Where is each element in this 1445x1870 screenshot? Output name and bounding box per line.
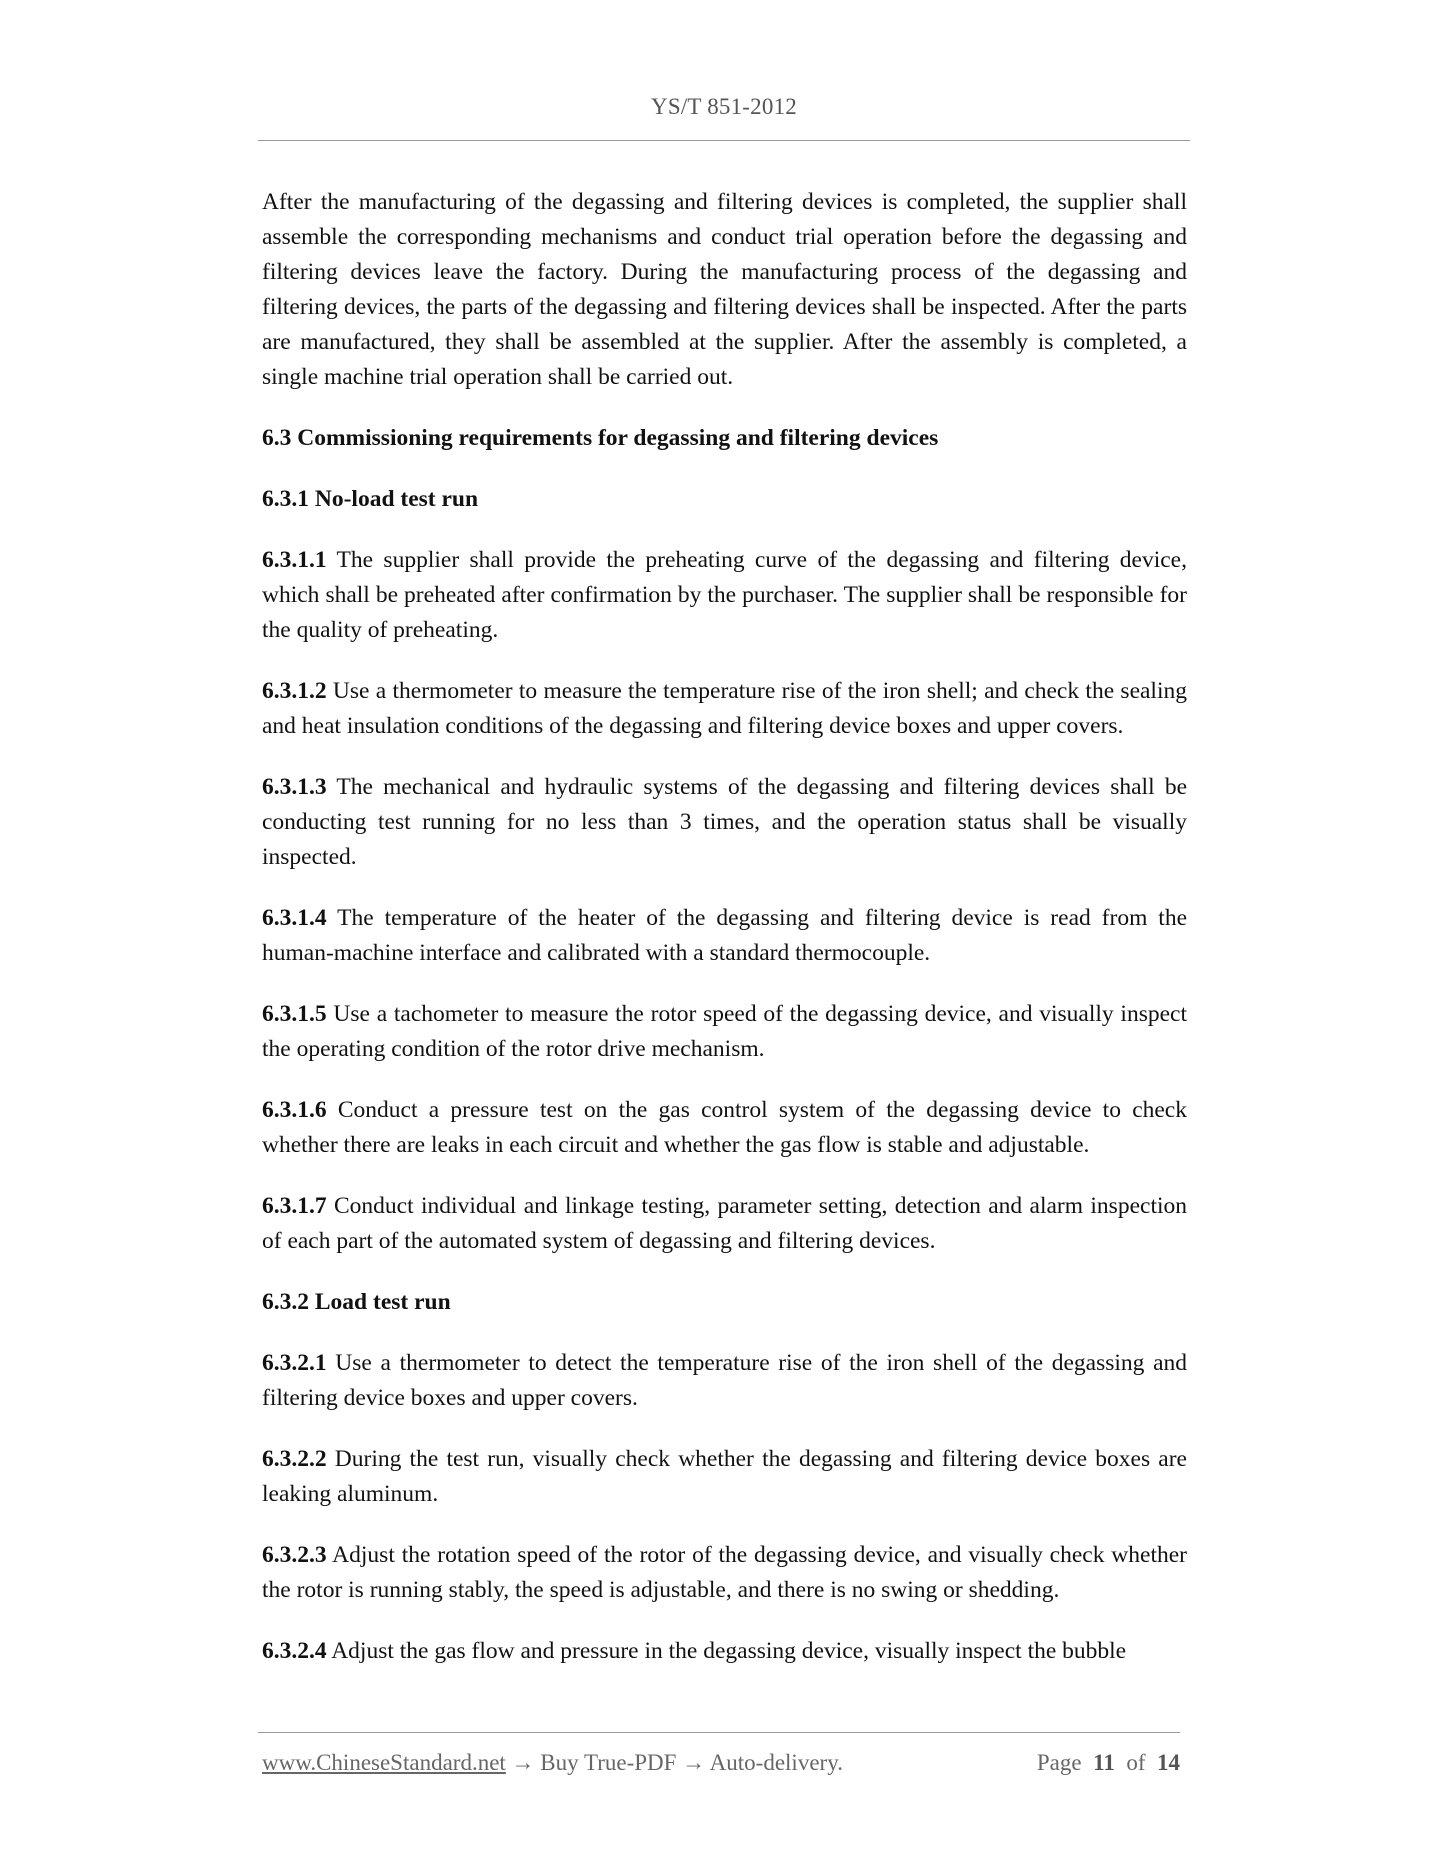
clause-text: Use a tachometer to measure the rotor speed of the degassing device, and visually inspect the operating condition of the rotor drive mechanism. <box>262 1001 1187 1062</box>
section-heading-6-3: 6.3 Commissioning requirements for degassing and filtering devices <box>262 425 939 451</box>
of-label: of <box>1126 1750 1146 1775</box>
clause-text: Conduct individual and linkage testing, parameter setting, detection and alarm inspection of each part of the automated system of degassing and filtering devices. <box>262 1193 1187 1254</box>
document-code-header: YS/T 851-2012 <box>651 94 797 119</box>
clause-number: 6.3.2.2 <box>262 1446 327 1472</box>
clause-text: Use a thermometer to measure the temperature rise of the iron shell; and check the sealing and heat insulation conditions of the degassing and filtering device boxes and upper covers. <box>262 678 1187 739</box>
clause-6-3-2-1 <box>262 1346 1187 1416</box>
arrow-icon: → <box>505 1750 541 1775</box>
clause-text: Adjust the rotation speed of the rotor of the degassing device, and visually check whether the rotor is running stably, the speed is adjustable, and there is no swing or shedding. <box>262 1542 1187 1603</box>
clause-text: Adjust the gas flow and pressure in the degassing device, visually inspect the bubble <box>326 1638 1127 1664</box>
clause-number: 6.3.1.3 <box>262 774 327 800</box>
clause-6-3-1-2 <box>262 674 1187 744</box>
clause-number: 6.3.2.3 <box>262 1542 327 1568</box>
clause-6-3-1-1 <box>262 543 1187 648</box>
clause-text: Conduct a pressure test on the gas control system of the degassing device to check whether there are leaks in each circuit and whether the gas flow is stable and adjustable. <box>262 1097 1187 1158</box>
clause-6-3-1-6 <box>262 1093 1187 1163</box>
page-label: Page <box>1036 1750 1082 1775</box>
total-pages-number: 14 <box>1157 1750 1180 1775</box>
page-body <box>262 185 1187 1695</box>
current-page-number: 11 <box>1093 1750 1115 1775</box>
clause-number: 6.3.1.5 <box>262 1001 327 1027</box>
clause-6-3-2-3 <box>262 1538 1187 1608</box>
footer-promo <box>262 1750 843 1776</box>
clause-6-3-2-2 <box>262 1442 1187 1512</box>
clause-6-3-1-5 <box>262 997 1187 1067</box>
clause-6-3-1-4 <box>262 901 1187 971</box>
buy-pdf-text: Buy True-PDF <box>540 1750 677 1775</box>
clause-6-3-1-3 <box>262 770 1187 875</box>
clause-number: 6.3.1.6 <box>262 1097 327 1123</box>
page-number <box>1037 1750 1180 1776</box>
clause-number: 6.3.2.1 <box>262 1350 327 1376</box>
arrow-icon: → <box>676 1750 710 1775</box>
clause-text: The temperature of the heater of the degassing and filtering device is read from the human-machine interface and calibrated with a standard thermocouple. <box>262 905 1187 966</box>
clause-text: The mechanical and hydraulic systems of the degassing and filtering devices shall be conducting test running for no less than 3 times, and the operation status shall be visually inspected. <box>262 774 1187 870</box>
auto-delivery-text: Auto-delivery. <box>709 1750 843 1775</box>
section-heading-6-3-2: 6.3.2 Load test run <box>262 1289 451 1315</box>
clause-number: 6.3.1.2 <box>262 678 327 704</box>
intro-paragraph: After the manufacturing of the degassing and filtering devices is completed, the supplier shall assemble the corresponding mechanisms and conduct trial operation before the degassing and filtering devices leave the factory. During the manufacturing process of the degassing and filtering devices, the parts of the degassing and filtering devices shall be inspected. After the parts are manufactured, they shall be assembled at the supplier. After the assembly is completed, a single machine trial operation shall be carried out. <box>262 189 1187 390</box>
site-link[interactable]: www.ChineseStandard.net <box>262 1750 506 1775</box>
clause-number: 6.3.1.4 <box>262 905 327 931</box>
section-heading-6-3-1: 6.3.1 No-load test run <box>262 486 479 512</box>
header-divider <box>258 140 1190 141</box>
clause-text: During the test run, visually check whether the degassing and filtering device boxes are leaking aluminum. <box>262 1446 1187 1507</box>
clause-6-3-1-7 <box>262 1189 1187 1259</box>
footer-divider <box>258 1732 1180 1733</box>
clause-number: 6.3.1.7 <box>262 1193 327 1219</box>
clause-number: 6.3.1.1 <box>262 547 327 573</box>
clause-6-3-2-4 <box>262 1634 1187 1669</box>
clause-text: The supplier shall provide the preheating curve of the degassing and filtering device, which shall be preheated after confirmation by the purchaser. The supplier shall be responsible for the quality of preheating. <box>262 547 1187 643</box>
clause-number: 6.3.2.4 <box>262 1638 327 1664</box>
clause-text: Use a thermometer to detect the temperature rise of the iron shell of the degassing and filtering device boxes and upper covers. <box>262 1350 1187 1411</box>
